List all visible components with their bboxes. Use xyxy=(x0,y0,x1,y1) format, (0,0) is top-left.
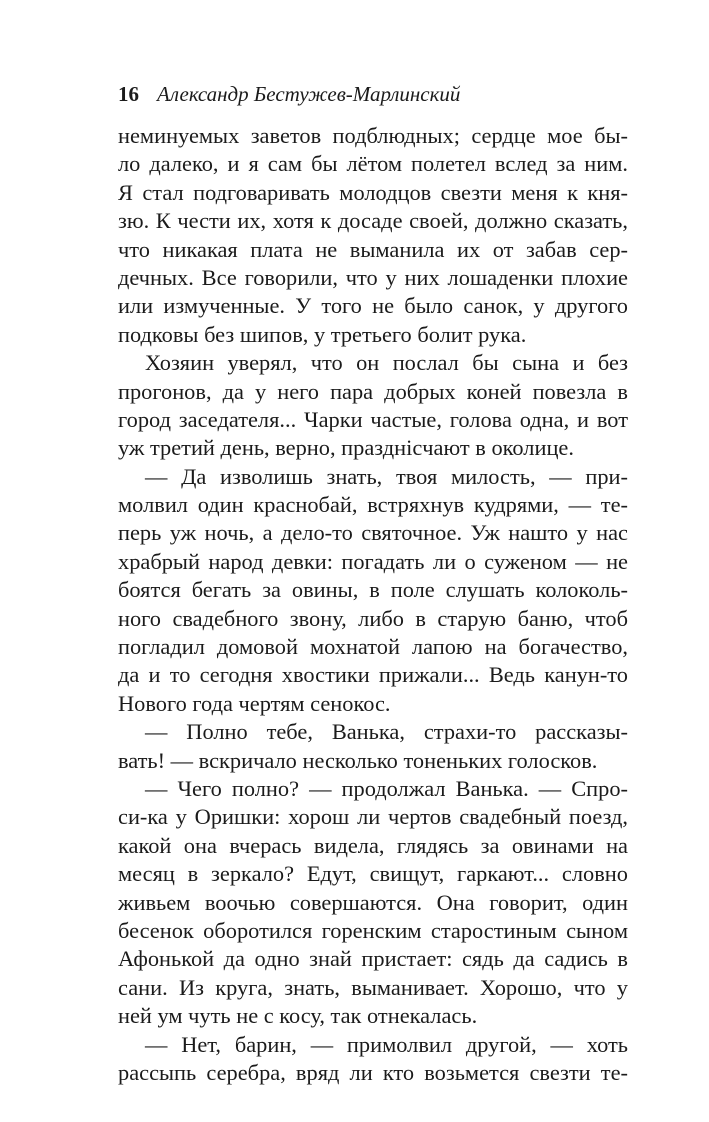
text-line: зю. К чести их, хотя к досаде своей, должно сказать, xyxy=(118,208,628,234)
text-line: — Да изволишь знать, твоя милость, — при- xyxy=(145,463,628,489)
text-line: вать! — вскричало несколько тоненьких голосков. xyxy=(118,747,598,773)
text-line: Нового года чертям сенокос. xyxy=(118,690,391,716)
text-line: Я стал подговаривать молодцов свезти меня к кня- xyxy=(118,179,628,205)
running-title: Александр Бестужев-Марлинский xyxy=(157,82,461,106)
text-line: си-ка у Оришки: хорош ли чертов свадебный поезд, xyxy=(118,804,628,830)
text-line: молвил один краснобай, встряхнув кудрями, — те- xyxy=(118,492,628,518)
text-line: — Нет, барин, — примолвил другой, — хоть xyxy=(145,1031,628,1057)
text-line: рассыпь серебра, вряд ли кто возьмется свезти те- xyxy=(118,1059,628,1085)
running-head xyxy=(118,80,460,108)
text-line: погладил домовой мохнатой лапою на богачество, xyxy=(118,634,628,660)
text-line: неминуемых заветов подблюдных; сердце мое бы- xyxy=(118,123,628,148)
text-line: ного свадебного звону, либо в старую баню, чтоб xyxy=(118,605,628,631)
text-line: что никакая плата не выманила их от забав сер- xyxy=(118,236,628,262)
text-line: боятся бегать за овины, в поле слушать колоколь- xyxy=(118,577,628,603)
text-line: ней ум чуть не с косу, так отнекалась. xyxy=(118,1003,478,1029)
text-line: — Полно тебе, Ванька, страхи-то рассказы- xyxy=(145,719,628,745)
text-line: бесенок оборотился горенским старостиным сыном xyxy=(118,917,628,943)
body-text xyxy=(118,122,628,1087)
text-line: перь уж ночь, а дело-то святочное. Уж нашто у нас xyxy=(118,520,628,546)
text-line: или измученные. У того не было санок, у другого xyxy=(118,293,628,319)
text-line: подковы без шипов, у третьего болит рука. xyxy=(118,321,527,347)
text-line: Хозяин уверял, что он послал бы сына и без xyxy=(145,350,628,376)
text-line: ло далеко, и я сам бы лётом полетел вслед за ним. xyxy=(118,151,628,177)
text-line: живьем воочью совершаются. Она говорит, один xyxy=(118,889,628,915)
page-number: 16 xyxy=(118,82,139,106)
text-line: какой она вчерась видела, глядясь за овинами на xyxy=(118,832,628,858)
text-line: Афонькой да одно знай пристает: сядь да садись в xyxy=(118,946,628,972)
text-line: прогонов, да у него пара добрых коней повезла в xyxy=(118,378,628,404)
text-line: город заседателя... Чарки частые, голова одна, и вот xyxy=(118,406,628,432)
text-line: сани. Из круга, знать, выманивает. Хорошо, что у xyxy=(118,974,628,1000)
text-line: храбрый народ девки: погадать ли о суженом — не xyxy=(118,548,628,574)
text-line: — Чего полно? — продолжал Ванька. — Спро- xyxy=(145,775,628,801)
text-line: да и то сегодня хвостики прижали... Ведь канун-то xyxy=(118,662,628,688)
text-line: уж третий день, верно, празднicчают в околице. xyxy=(118,435,574,461)
text-line: месяц в зеркало? Едут, свищут, гаркают... словно xyxy=(118,861,628,887)
text-line: дечных. Все говорили, что у них лошаденки плохие xyxy=(118,264,628,290)
